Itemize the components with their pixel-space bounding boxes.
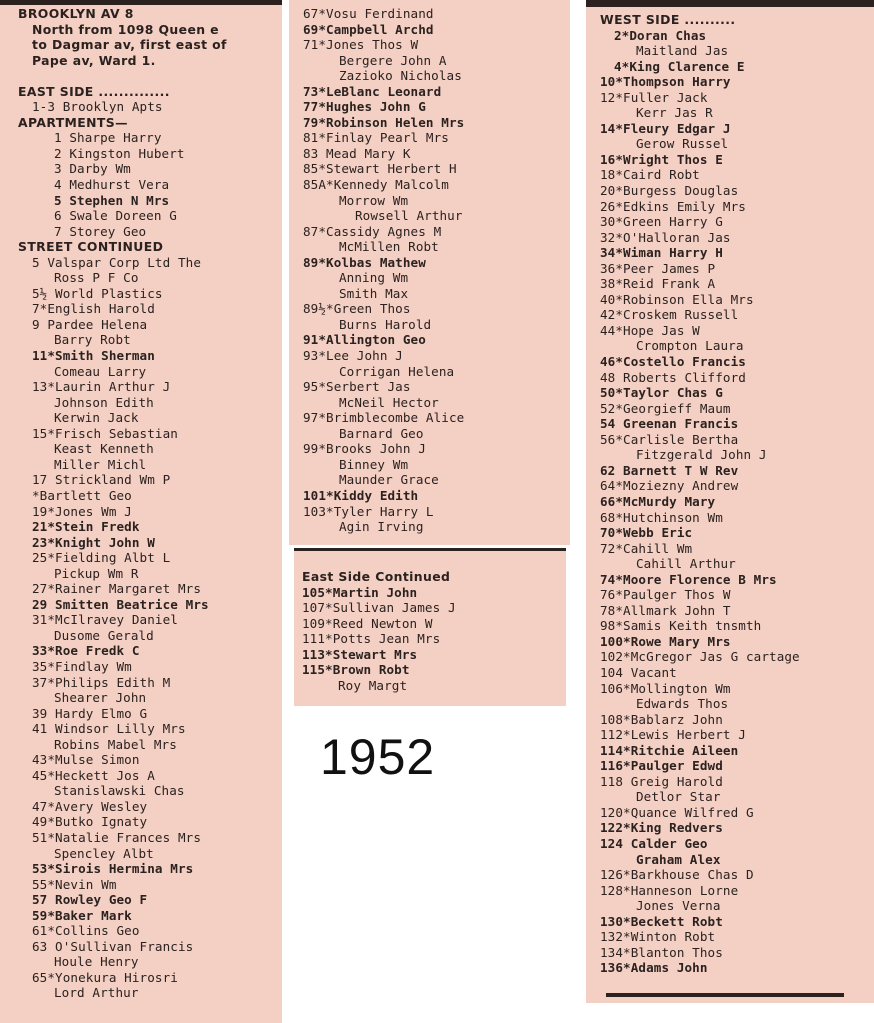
directory-column-3 <box>294 548 566 706</box>
directory-entry: McNeil Hector <box>339 394 439 410</box>
directory-entry: Stanislawski Chas <box>54 783 185 799</box>
directory-entry: 59*Baker Mark <box>32 907 132 923</box>
directory-entry: Houle Henry <box>54 954 139 970</box>
directory-entry: Edwards Thos <box>636 696 729 712</box>
directory-entry: 62 Barnett T W Rev <box>600 462 739 478</box>
directory-column-1 <box>0 0 282 1023</box>
directory-entry: 7*English Harold <box>32 301 155 317</box>
directory-entry: Spencley Albt <box>54 845 154 861</box>
directory-entry: 44*Hope Jas W <box>600 322 700 338</box>
directory-entry: 10*Thompson Harry <box>600 74 731 90</box>
directory-entry: North from 1098 Queen e <box>32 21 219 37</box>
directory-entry: 46*Costello Francis <box>600 354 746 370</box>
directory-entry: 81*Finlay Pearl Mrs <box>303 130 449 146</box>
directory-entry: 12*Fuller Jack <box>600 89 708 105</box>
directory-entry: 85*Stewart Herbert H <box>303 161 457 177</box>
top-rule <box>586 0 874 7</box>
directory-entry: Crompton Laura <box>636 338 744 354</box>
directory-entry: Keast Kenneth <box>54 441 154 457</box>
directory-entry: 36*Peer James P <box>600 260 716 276</box>
directory-entry: 113*Stewart Mrs <box>302 646 418 662</box>
directory-entry: Pape av, Ward 1. <box>32 52 156 68</box>
directory-entry: 74*Moore Florence B Mrs <box>600 571 777 587</box>
directory-entry: 1-3 Brooklyn Apts <box>32 99 163 115</box>
directory-entry: Kerwin Jack <box>54 410 139 426</box>
directory-entry: 100*Rowe Mary Mrs <box>600 633 731 649</box>
directory-entry: Lord Arthur <box>54 985 139 1001</box>
directory-entry: 116*Paulger Edwd <box>600 758 723 774</box>
directory-entry: 128*Hanneson Lorne <box>600 882 739 898</box>
directory-entry: 105*Martin John <box>302 584 418 600</box>
directory-entry: 76*Paulger Thos W <box>600 587 731 603</box>
directory-entry: 5 Stephen N Mrs <box>54 192 170 208</box>
directory-entry: 106*Mollington Wm <box>600 680 731 696</box>
directory-entry: Pickup Wm R <box>54 565 139 581</box>
directory-entry: 66*McMurdy Mary <box>600 493 716 509</box>
directory-entry: 56*Carlisle Bertha <box>600 431 739 447</box>
directory-entry: Roy Margt <box>338 677 408 693</box>
directory-entry: 71*Jones Thos W <box>303 37 419 53</box>
directory-entry: 78*Allmark John T <box>600 602 731 618</box>
directory-column-2 <box>289 0 570 545</box>
directory-entry: 4*King Clarence E <box>614 58 745 74</box>
directory-entry: 124 Calder Geo <box>600 835 708 851</box>
directory-column-4 <box>586 0 874 1003</box>
bottom-rule <box>606 993 844 997</box>
directory-entry: 41 Windsor Lilly Mrs <box>32 721 186 737</box>
directory-entry: 103*Tyler Harry L <box>303 503 434 519</box>
directory-entry: 21*Stein Fredk <box>32 519 140 535</box>
directory-entry: 114*Ritchie Aileen <box>600 742 739 758</box>
directory-entry: 50*Taylor Chas G <box>600 385 723 401</box>
directory-entry <box>18 68 278 84</box>
directory-entry: 130*Beckett Robt <box>600 913 723 929</box>
directory-entry: 35*Findlay Wm <box>32 658 132 674</box>
directory-entry: Ross P F Co <box>54 270 139 286</box>
directory-entry: 61*Collins Geo <box>32 923 140 939</box>
directory-entry: 70*Webb Eric <box>600 525 693 541</box>
directory-entry: Maunder Grace <box>339 472 439 488</box>
directory-entry: 122*King Redvers <box>600 820 723 836</box>
directory-entry: 25*Fielding Albt L <box>32 550 171 566</box>
directory-entry: Robins Mabel Mrs <box>54 736 177 752</box>
directory-entry: 136*Adams John <box>600 960 708 976</box>
directory-entry: 13*Laurin Arthur J <box>32 379 171 395</box>
directory-entry: Burns Harold <box>339 316 432 332</box>
directory-entry: 104 Vacant <box>600 664 677 680</box>
directory-entry: 112*Lewis Herbert J <box>600 727 746 743</box>
directory-entry: Agin Irving <box>339 519 424 535</box>
directory-entry: 23*Knight John W <box>32 534 155 550</box>
directory-entry: 43*Mulse Simon <box>32 752 140 768</box>
directory-entry: Cahill Arthur <box>636 556 736 572</box>
directory-entry: 3 Darby Wm <box>54 161 131 177</box>
directory-entry: 72*Cahill Wm <box>600 540 693 556</box>
directory-entry: 19*Jones Wm J <box>32 503 132 519</box>
directory-entry: BROOKLYN AV 8 <box>18 6 134 21</box>
directory-entry: APARTMENTS— <box>18 114 128 130</box>
directory-entry: 5½ World Plastics <box>32 285 163 301</box>
directory-entry: 91*Allington Geo <box>303 332 426 348</box>
directory-entry: 33*Roe Fredk C <box>32 643 140 659</box>
directory-entry: 2*Doran Chas <box>614 27 707 43</box>
directory-entry: 52*Georgieff Maum <box>600 400 731 416</box>
directory-entry: 48 Roberts Clifford <box>600 369 746 385</box>
directory-entry: 109*Reed Newton W <box>302 615 433 631</box>
directory-entry: 102*McGregor Jas G cartage <box>600 649 800 665</box>
directory-entry: East Side Continued <box>302 569 451 584</box>
directory-entry: 101*Kiddy Edith <box>303 487 419 503</box>
directory-entry: Shearer John <box>54 690 147 706</box>
directory-entry: 18*Caird Robt <box>600 167 700 183</box>
directory-entry: *Bartlett Geo <box>32 487 132 503</box>
directory-entry: 95*Serbert Jas <box>303 379 411 395</box>
directory-entry: 30*Green Harry G <box>600 214 723 230</box>
top-rule <box>0 0 282 5</box>
directory-entry: 1 Sharpe Harry <box>54 130 162 146</box>
directory-entry: 115*Brown Robt <box>302 662 410 678</box>
directory-entry: 51*Natalie Frances Mrs <box>32 829 202 845</box>
directory-entry: Kerr Jas R <box>636 105 713 121</box>
directory-entry: 26*Edkins Emily Mrs <box>600 198 746 214</box>
directory-entry: 31*McIlravey Daniel <box>32 612 178 628</box>
directory-entry: 67*Vosu Ferdinand <box>303 6 434 21</box>
directory-entry: Rowsell Arthur <box>355 208 463 224</box>
directory-entry: 77*Hughes John G <box>303 99 426 115</box>
directory-entry: 98*Samis Keith tnsmth <box>600 618 762 634</box>
directory-entry: 32*O'Halloran Jas <box>600 229 731 245</box>
directory-entry: Dusome Gerald <box>54 627 154 643</box>
directory-entry: 64*Moziezny Andrew <box>600 478 739 494</box>
directory-entry: McMillen Robt <box>339 239 439 255</box>
directory-entry: 120*Quance Wilfred G <box>600 804 754 820</box>
directory-entry: Detlor Star <box>636 789 721 805</box>
directory-entry: 108*Bablarz John <box>600 711 723 727</box>
directory-entry: Barnard Geo <box>339 425 424 441</box>
directory-entry: 20*Burgess Douglas <box>600 183 739 199</box>
directory-entry: 68*Hutchinson Wm <box>600 509 723 525</box>
directory-entry: 73*LeBlanc Leonard <box>303 83 442 99</box>
directory-entry: to Dagmar av, first east of <box>32 37 227 53</box>
directory-entry: 85A*Kennedy Malcolm <box>303 177 449 193</box>
directory-entry: 39 Hardy Elmo G <box>32 705 148 721</box>
directory-entry: 2 Kingston Hubert <box>54 145 185 161</box>
directory-entry: Graham Alex <box>636 851 721 867</box>
directory-entry: 93*Lee John J <box>303 348 403 364</box>
directory-entry: 69*Campbell Archd <box>303 21 434 37</box>
directory-entry: 42*Croskem Russell <box>600 307 739 323</box>
directory-entry: 79*Robinson Helen Mrs <box>303 114 465 130</box>
directory-entry: 83 Mead Mary K <box>303 145 411 161</box>
directory-entry: 9 Pardee Helena <box>32 316 148 332</box>
directory-entry: 65*Yonekura Hirosri <box>32 969 178 985</box>
directory-entry: 97*Brimblecombe Alice <box>303 410 465 426</box>
directory-entry: WEST SIDE .......... <box>600 12 736 27</box>
directory-entry: Morrow Wm <box>339 192 409 208</box>
directory-entry: 118 Greig Harold <box>600 773 723 789</box>
directory-entry: Miller Michl <box>54 456 147 472</box>
year-label: 1952 <box>320 729 436 785</box>
directory-entry: 29 Smitten Beatrice Mrs <box>32 596 209 612</box>
directory-entry: 38*Reid Frank A <box>600 276 716 292</box>
directory-entry: 89½*Green Thos <box>303 301 411 317</box>
directory-entry: Jones Verna <box>636 898 721 914</box>
directory-entry: Fitzgerald John J <box>636 447 767 463</box>
directory-entry: 16*Wright Thos E <box>600 151 723 167</box>
directory-entry: 47*Avery Wesley <box>32 798 148 814</box>
directory-entry: STREET CONTINUED <box>18 239 164 255</box>
directory-entry: 27*Rainer Margaret Mrs <box>32 581 202 597</box>
directory-entry: 53*Sirois Hermina Mrs <box>32 861 194 877</box>
directory-entry: 107*Sullivan James J <box>302 600 456 616</box>
directory-entry: 17 Strickland Wm P <box>32 472 171 488</box>
directory-entry: 89*Kolbas Mathew <box>303 254 426 270</box>
directory-entry: Corrigan Helena <box>339 363 455 379</box>
directory-entry: 14*Fleury Edgar J <box>600 120 731 136</box>
directory-entry: 134*Blanton Thos <box>600 944 723 960</box>
directory-entry: 37*Philips Edith M <box>32 674 171 690</box>
directory-entry: Binney Wm <box>339 456 409 472</box>
directory-entry: 132*Winton Robt <box>600 929 716 945</box>
directory-entry: 15*Frisch Sebastian <box>32 425 178 441</box>
directory-entry: Barry Robt <box>54 332 131 348</box>
directory-entry: 4 Medhurst Vera <box>54 177 170 193</box>
directory-entry: 5 Valspar Corp Ltd The <box>32 254 202 270</box>
directory-entry: 11*Smith Sherman <box>32 348 155 364</box>
directory-entry: 40*Robinson Ella Mrs <box>600 291 754 307</box>
directory-entry: 6 Swale Doreen G <box>54 208 177 224</box>
directory-entry: 126*Barkhouse Chas D <box>600 867 754 883</box>
directory-entry: Comeau Larry <box>54 363 147 379</box>
directory-entry: Gerow Russel <box>636 136 729 152</box>
directory-entry: 54 Greenan Francis <box>600 416 739 432</box>
directory-entry: 7 Storey Geo <box>54 223 147 239</box>
directory-entry: Maitland Jas <box>636 43 729 59</box>
directory-entry: Anning Wm <box>339 270 409 286</box>
directory-entry: 49*Butko Ignaty <box>32 814 148 830</box>
directory-entry: 57 Rowley Geo F <box>32 892 148 908</box>
directory-entry: 99*Brooks John J <box>303 441 426 457</box>
directory-entry: 45*Heckett Jos A <box>32 767 155 783</box>
directory-entry: Johnson Edith <box>54 394 154 410</box>
directory-entry: Zazioko Nicholas <box>339 68 462 84</box>
directory-entry: Smith Max <box>339 285 409 301</box>
directory-entry: 55*Nevin Wm <box>32 876 117 892</box>
directory-entry: 63 O'Sullivan Francis <box>32 938 194 954</box>
directory-entry: 111*Potts Jean Mrs <box>302 631 441 647</box>
directory-entry: 34*Wiman Harry H <box>600 245 723 261</box>
directory-entry: EAST SIDE .............. <box>18 83 170 99</box>
directory-entry: 87*Cassidy Agnes M <box>303 223 442 239</box>
directory-entry: Bergere John A <box>339 52 447 68</box>
